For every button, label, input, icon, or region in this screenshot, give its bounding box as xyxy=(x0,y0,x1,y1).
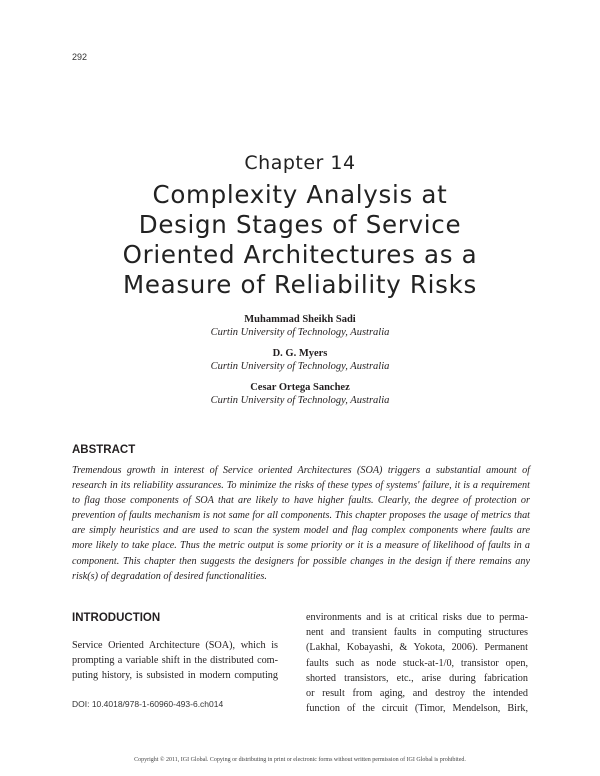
chapter-title-line: Oriented Architectures as a xyxy=(122,240,478,269)
text-line: prompting a variable shift in the distributed com- xyxy=(72,655,278,667)
author-affiliation: Curtin University of Technology, Australia xyxy=(210,395,390,406)
author-block xyxy=(0,313,600,339)
author-name: Cesar Ortega Sanchez xyxy=(250,382,350,393)
chapter-title-line: Complexity Analysis at xyxy=(152,180,448,209)
chapter-title-line: Measure of Reliability Risks xyxy=(123,270,477,299)
chapter-title-line: Design Stages of Service xyxy=(138,210,462,239)
abstract-heading: ABSTRACT xyxy=(72,444,136,456)
page-number: 292 xyxy=(72,52,88,62)
author-name: D. G. Myers xyxy=(272,348,328,359)
author-block xyxy=(0,347,600,373)
introduction-heading: INTRODUCTION xyxy=(72,612,161,624)
text-line: function of the circuit (Timor, Mendelson, Birk, xyxy=(306,703,528,715)
author-affiliation: Curtin University of Technology, Australia xyxy=(210,327,390,338)
copyright-notice: Copyright © 2011, IGI Global. Copying or distributing in print or electronic forms without written permission of IGI Global is prohibited. xyxy=(134,757,466,763)
abstract-text: Tremendous growth in interest of Service oriented Architectures (SOA) triggers a substantial amount of research in its reliability assurances. To minimize the risks of these types of systems' failure, it is a requirement to flag those components of SOA that are likely to have higher faults. Clearly, the degree of protection or prevention of faults mechanism is not same for all components. This chapter proposes the usage of metrics that are simply heuristics and are used to scan the system model and flag complex components where faults are more likely to take place. Thus the metric output is some priority or it is a measure of likelihood of faults in a component. This chapter then suggests the designers for possible changes in the design if there remains any risk(s) of degradation of desired functionalities. xyxy=(72,465,530,582)
doi-line: DOI: 10.4018/978-1-60960-493-6.ch014 xyxy=(72,699,224,709)
text-line: environments and is at critical risks due to perma- xyxy=(306,612,528,623)
intro-left-column xyxy=(72,638,278,684)
chapter-title xyxy=(60,180,540,300)
author-affiliation: Curtin University of Technology, Australia xyxy=(210,361,390,372)
text-line: Service Oriented Architecture (SOA), which is xyxy=(72,640,278,651)
text-line: or result from aging, and destroy the intended xyxy=(306,688,528,700)
text-line: puting history, is subsisted in modern computing xyxy=(72,670,278,682)
chapter-label: Chapter 14 xyxy=(244,152,356,174)
intro-right-column xyxy=(306,610,528,716)
text-line: nent and transient faults in computing structures xyxy=(306,627,528,639)
text-line: (Lakhal, Kobayashi, & Yokota, 2006). Permanent xyxy=(306,642,528,654)
author-block xyxy=(0,381,600,407)
text-line: shorted transistors, etc., arise during fabrication xyxy=(306,672,528,684)
text-line: faults such as node stuck-at-1/0, transistor open, xyxy=(306,657,528,669)
author-name: Muhammad Sheikh Sadi xyxy=(244,314,356,325)
